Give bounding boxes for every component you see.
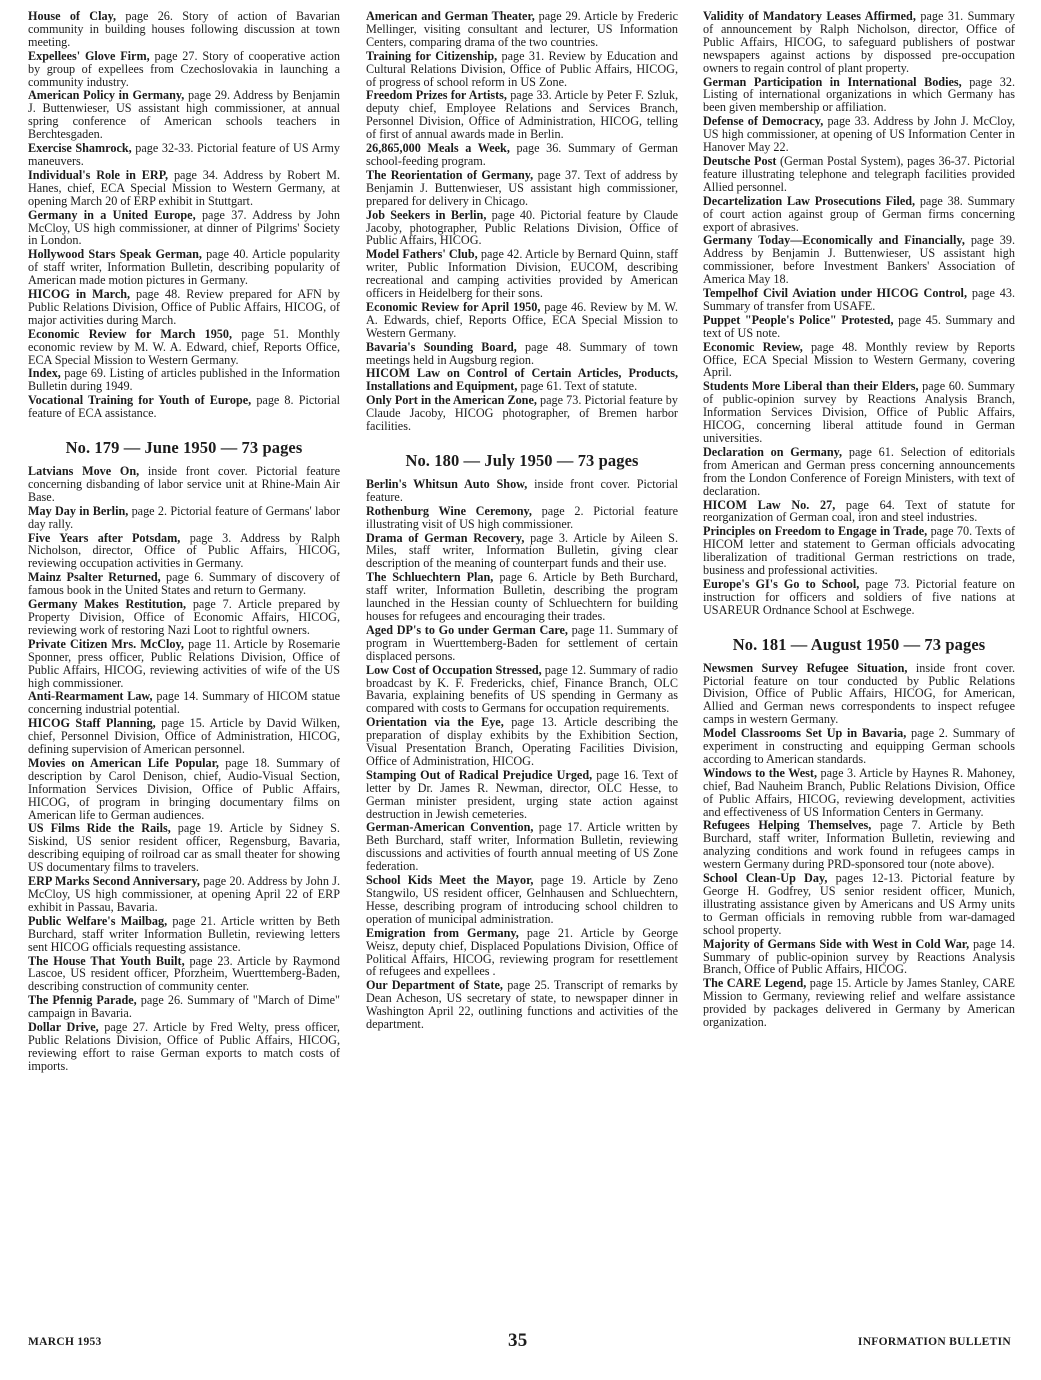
- index-entry: [703, 380, 1015, 445]
- column-right: [703, 10, 1015, 1030]
- entry-title: German Participation in International Bodies,: [703, 74, 962, 89]
- entry-description: page 12. Summary of radio broadcast by K. F. Fredericks, chief, Finance Branch, OLC Bavaria, explaining benefits of US spending in Germany as compared with costs to Germans for occupation requirements.: [366, 662, 679, 716]
- index-entry: [28, 994, 340, 1020]
- entry-title: Freedom Prizes for Artists,: [366, 88, 507, 103]
- entry-title: Model Fathers' Club,: [366, 247, 478, 262]
- entry-description: page 46. Review by M. W. A. Edwards, chief, Reports Office, ECA Special Mission to Western Germany.: [366, 299, 678, 340]
- entry-description: page 69. Listing of articles published in the Information Bulletin during 1949.: [28, 366, 340, 394]
- entry-title: Berlin's Whitsun Auto Show,: [366, 476, 528, 491]
- entry-title: HICOM Law No. 27,: [703, 497, 836, 512]
- entry-description: page 73. Pictorial feature by Claude Jacoby, HICOG photographer, of Bremen harbor facilities.: [366, 393, 678, 434]
- index-entry: [28, 875, 340, 914]
- entry-description: page 6. Summary of discovery of famous book in the United States and return to Germany.: [28, 570, 340, 598]
- index-entry: [703, 819, 1015, 871]
- entry-title: Hollywood Stars Speak German,: [28, 247, 202, 262]
- entry-title: Bavaria's Sounding Board,: [366, 339, 517, 354]
- entry-title: 26,865,000 Meals a Week,: [366, 141, 510, 156]
- entry-description: page 20. Address by John J. McCloy, US high commissioner, at opening April 22 of ERP exhibit in Passau, Bavaria.: [28, 874, 340, 914]
- index-entry: [366, 927, 678, 979]
- entry-title: Refugees Helping Themselves,: [703, 818, 872, 833]
- index-entry: [703, 938, 1015, 977]
- entry-title: Expellees' Glove Firm,: [28, 48, 150, 63]
- entry-title: Economic Review for April 1950,: [366, 299, 541, 314]
- entry-title: Anti-Rearmament Law,: [28, 689, 153, 704]
- entry-description: page 61. Text of statute.: [517, 379, 638, 394]
- index-entry: [28, 717, 340, 756]
- entry-description: page 11. Summary of program in Wuerttemberg-Baden for settlement of certain displaced persons.: [366, 622, 678, 663]
- index-entry: [28, 532, 340, 571]
- entry-description: page 36. Summary of German school-feeding program.: [366, 141, 678, 168]
- entry-title: Majority of Germans Side with West in Cold War,: [703, 936, 970, 951]
- index-entry: [703, 234, 1015, 286]
- entry-title: Stamping Out of Radical Prejudice Urged,: [366, 767, 593, 782]
- entry-title: Tempelhof Civil Aviation under HICOG Control,: [703, 286, 967, 301]
- entry-title: Individual's Role in ERP,: [28, 167, 169, 182]
- index-entry: [703, 155, 1015, 194]
- entry-description: pages 12-13. Pictorial feature by George H. Godfrey, US senior resident officer, Munich, illustrating assistance given by Americans and US Army units to German officials in removing rubble from war-damaged school property.: [703, 871, 1015, 937]
- index-entry: [28, 955, 340, 994]
- entry-description: page 3. Article by Haynes R. Mahoney, chief, Bad Nauheim Branch, Public Relations Division, Office of Public Affairs, HICOG, reviewing development, activities and effectiveness of US Information Centers in Germany.: [703, 765, 1015, 819]
- index-entry: [703, 767, 1015, 819]
- index-entry: [366, 209, 678, 248]
- entry-description: page 48. Monthly review by Reports Office, ECA Special Mission to Western Germany, covering April.: [703, 339, 1015, 380]
- entry-title: Germany Makes Restitution,: [28, 597, 187, 612]
- index-entry: [28, 367, 340, 393]
- entry-description: page 15. Article by David Wilken, chief, Personnel Division, Office of Administration, HICOG, defining supervision of American personnel.: [28, 716, 340, 757]
- index-entry: [366, 979, 678, 1031]
- entry-title: The CARE Legend,: [703, 976, 807, 991]
- entry-description: page 19. Article by Zeno Stangwilo, US resident officer, Gelnhausen and Schluechtern, Hesse, describing program of introducing school children to operation of municipal administration.: [366, 873, 678, 926]
- entry-title: American Policy in Germany,: [28, 88, 185, 103]
- entry-title: May Day in Berlin,: [28, 503, 129, 518]
- index-entry: [28, 598, 340, 637]
- entry-title: Orientation via the Eye,: [366, 715, 504, 730]
- issue-heading: No. 181 — August 1950 — 73 pages: [732, 634, 986, 654]
- index-entry: [703, 977, 1015, 1029]
- entry-description: page 26. Story of action of Bavarian community in building houses following discussion at town meeting.: [28, 9, 340, 49]
- entry-title: Decartelization Law Prosecutions Filed,: [703, 193, 916, 208]
- index-entry: [366, 664, 678, 716]
- issue-heading: No. 180 — July 1950 — 73 pages: [405, 451, 639, 470]
- entry-description: inside front cover. Pictorial feature on tour conducted by Public Relations Division, Office of Public Affairs, HICOG, for American, Allied and German news correspondents to inspect refugee camps in western Germany.: [703, 660, 1015, 727]
- index-entry: [366, 571, 678, 623]
- index-entry: [366, 716, 678, 768]
- entry-description: page 61. Selection of editorials from American and German press concerning announcements from the London Conference of Foreign Ministers, with text of declaration.: [703, 444, 1015, 498]
- index-entry: [366, 142, 678, 168]
- entry-description: page 8. Pictorial feature of ECA assistance.: [28, 393, 340, 421]
- index-entry: [28, 690, 340, 716]
- entry-title: Defense of Democracy,: [703, 114, 824, 129]
- index-entry: [703, 872, 1015, 937]
- column-middle: [366, 10, 678, 1032]
- entry-description: page 15. Article by James Stanley, CARE Mission to Germany, reviewing relief and welfare assistance provided by packages delivered in Germany by American organization.: [703, 976, 1015, 1030]
- entry-title: Model Classrooms Set Up in Bavaria,: [703, 726, 907, 741]
- entry-description: page 18. Summary of description by Carol Denison, chief, Audio-Visual Section, Information Services Division, Office of Public Affairs, HICOG, of program in bringing documentary films on American life to German audiences.: [28, 755, 340, 822]
- entry-title: The Schluechtern Plan,: [366, 570, 494, 585]
- index-entry: [703, 578, 1015, 617]
- index-entry: [366, 50, 678, 89]
- index-entry: [28, 89, 340, 141]
- entry-title: Puppet "People's Police" Protested,: [703, 312, 894, 327]
- entry-title: Aged DP's to Go under German Care,: [366, 622, 568, 637]
- index-entry: [28, 638, 340, 690]
- index-entry: [703, 662, 1015, 727]
- entry-description: page 7. Article by Beth Burchard, staff writer, Information Bulletin, reviewing and analyzing conditions and work found in refugees camps in western Germany during PRD-sponsored tour (note above).: [703, 818, 1015, 872]
- entry-description: inside front cover. Pictorial feature concerning disbanding of labor service unit at Rhine-Main Air Base.: [28, 464, 340, 504]
- entry-description: pages 36-37. Pictorial feature illustrating telephone and telegraph facilities provided Allied personnel.: [703, 153, 1015, 194]
- entry-description: page 6. Article by Beth Burchard, staff writer, Information Bulletin, describing the program launched in the Hessian county of Schluechtern for building houses for refugees and encouraging their trades.: [366, 570, 678, 623]
- footer-date: MARCH 1953: [28, 1336, 102, 1348]
- entry-description: page 29. Article by Frederic Mellinger, visiting consultant and lecturer, US Information Centers, comparing drama of the two countries.: [366, 9, 678, 49]
- entry-title: Movies on American Life Popular,: [28, 755, 219, 770]
- entry-description: page 14. Summary of HICOM statue concerning industrial potential.: [28, 689, 341, 717]
- index-entry: [366, 505, 678, 531]
- index-entry: [703, 499, 1015, 525]
- entry-description: page 23. Article by Raymond Lascoe, US resident officer, Pforzheim, Wuerttemberg-Baden, describing construction of community center.: [28, 953, 340, 994]
- entry-title: HICOG Staff Planning,: [28, 716, 156, 731]
- entry-title: Index,: [28, 366, 61, 381]
- index-entry: [703, 446, 1015, 498]
- entry-title: Economic Review,: [703, 339, 803, 354]
- entry-title: Five Years after Potsdam,: [28, 530, 181, 545]
- entry-title: US Films Ride the Rails,: [28, 821, 171, 836]
- entry-title: Students More Liberal than their Elders,: [703, 379, 919, 394]
- index-entry: [28, 915, 340, 954]
- entry-title: Latvians Move On,: [28, 464, 140, 478]
- index-entry: [366, 478, 678, 504]
- index-entry: [703, 115, 1015, 154]
- entry-title: Validity of Mandatory Leases Affirmed,: [703, 9, 916, 23]
- index-entry: [366, 874, 678, 926]
- index-entry: [28, 822, 340, 874]
- entry-description: page 48. Review prepared for AFN by Public Relations Division, Office of Public Affairs, HICOG, of major activities during March.: [28, 287, 341, 327]
- entry-title: Europe's GI's Go to School,: [703, 576, 860, 591]
- index-entry: [703, 195, 1015, 234]
- entry-title: The House That Youth Built,: [28, 953, 185, 968]
- index-entry: [366, 248, 678, 300]
- index-entry: [28, 142, 340, 168]
- index-entry: [28, 10, 340, 49]
- entry-title: Emigration from Germany,: [366, 925, 519, 940]
- entry-description: page 2. Pictorial feature of Germans' labor day rally.: [28, 503, 340, 531]
- entry-description: page 33. Article by Peter F. Szluk, deputy chief, Employee Relations and Services Branch, Personnel Division, Office of Administration, HICOG, telling of first of annual awards made in Berlin.: [366, 88, 678, 142]
- entry-title: School Kids Meet the Mayor,: [366, 873, 534, 888]
- index-entry: [366, 341, 678, 367]
- entry-note: (German Postal System),: [776, 153, 904, 168]
- entry-title: Windows to the West,: [703, 765, 817, 780]
- index-entry: [366, 532, 678, 571]
- entry-title: The Reorientation of Germany,: [366, 167, 534, 182]
- entry-title: Germany in a United Europe,: [28, 207, 196, 222]
- index-entry: [28, 248, 340, 287]
- entry-description: page 34. Address by Robert M. Hanes, chief, ECA Special Mission to Western Germany, at opening March 20 of ERP exhibit in Stuttgart.: [28, 167, 340, 208]
- entry-description: page 7. Article prepared by Property Division, Office of Economic Affairs, HICOG, reviewing work of restoring Nazi Loot to rightful owners.: [28, 597, 341, 637]
- entry-description: page 45. Summary and text of US note.: [703, 312, 1015, 340]
- entry-title: Drama of German Recovery,: [366, 530, 525, 545]
- entry-description: page 60. Summary of public-opinion survey by Reactions Analysis Branch, Information Services Division, Office of Public Affairs, HICOG, concerning liberal attitude found in German universities.: [703, 379, 1015, 445]
- entry-title: Training for Citizenship,: [366, 48, 498, 63]
- index-entry: [703, 341, 1015, 380]
- entry-description: page 32-33. Pictorial feature of US Army maneuvers.: [28, 141, 340, 168]
- index-entry: [28, 328, 340, 367]
- entry-title: Private Citizen Mrs. McCloy,: [28, 636, 184, 651]
- index-entry: [28, 50, 340, 89]
- entry-description: page 11. Article by Rosemarie Sponner, press officer, Public Relations Division, Office of Public Affairs, HICOG, reviewing activities of wife of the US high commissioner.: [28, 636, 340, 690]
- index-entry: [703, 10, 1015, 75]
- index-entry: [366, 301, 678, 340]
- entry-title: Exercise Shamrock,: [28, 141, 132, 156]
- entry-title: Low Cost of Occupation Stressed,: [366, 662, 542, 677]
- index-entry: [366, 169, 678, 208]
- entry-title: Dollar Drive,: [28, 1020, 99, 1035]
- entry-description: page 31. Review by Education and Cultural Relations Division, Office of Public Affairs, HICOG, of progress of school reform in US Zone.: [366, 48, 678, 89]
- index-entry: [28, 169, 340, 208]
- index-entry: [28, 1021, 340, 1073]
- entry-title: Deutsche Post: [703, 153, 777, 168]
- index-entry: [703, 287, 1015, 313]
- index-entry: [366, 10, 678, 49]
- entry-description: page 2. Pictorial feature illustrating visit of US high commissioner.: [366, 503, 678, 531]
- page-number: 35: [508, 1330, 528, 1351]
- entry-title: German-American Convention,: [366, 820, 534, 835]
- entry-description: page 43. Summary of transfer from USAFE.: [703, 286, 1015, 313]
- entry-title: Rothenburg Wine Ceremony,: [366, 503, 532, 518]
- entry-description: page 51. Monthly economic review by M. W. A. Edward, chief, Reports Office, ECA Special Mission to Western Germany.: [28, 326, 340, 367]
- entry-description: page 48. Summary of town meetings held in Augsburg region.: [366, 339, 678, 367]
- entry-description: page 3. Article by Aileen S. Miles, staff writer, Information Bulletin, giving clear description of the meaning of counterpart funds and their use.: [366, 530, 679, 571]
- entry-description: page 25. Transcript of remarks by Dean Acheson, US secretary of state, to newspaper dinner in Washington April 22, outlining functions and activities of the department.: [366, 978, 678, 1032]
- entry-description: page 13. Article describing the preparation of display exhibits by the Exhibition Section, Visual Presentation Branch, Operating Facilities Division, Office of Administration, HICOG.: [366, 715, 678, 768]
- index-entry: [28, 757, 340, 822]
- index-entry: [28, 505, 340, 531]
- index-entry: [703, 76, 1015, 115]
- entry-title: Declaration on Germany,: [703, 444, 843, 459]
- entry-title: Economic Review for March 1950,: [28, 326, 233, 341]
- entry-description: page 27. Story of cooperative action by group of expellees from Czechoslovakia in launching a community industry.: [28, 48, 340, 89]
- entry-title: Only Port in the American Zone,: [366, 393, 537, 408]
- entry-description: page 37. Address by John McCloy, US high commissioner, at dinner of Pilgrims' Society in London.: [28, 207, 340, 248]
- entry-title: Mainz Psalter Returned,: [28, 570, 161, 585]
- entry-description: page 39. Address by Benjamin J. Buttenwieser, US assistant high commissioner, before Investment Bankers' Association of America May 18.: [703, 233, 1015, 287]
- entry-description: page 31. Summary of announcement by Ralph Nicholson, director, Office of Public Affairs, HICOG, to safeguard publishers of postwar newspapers against actions by dispossed pre-occupation owners to regain control of plant property.: [703, 9, 1016, 75]
- entry-title: ERP Marks Second Anniversary,: [28, 874, 200, 889]
- entry-description: page 32. Listing of international organizations in which Germany has been given membership or affiliation.: [703, 74, 1015, 115]
- entry-title: House of Clay,: [28, 9, 117, 23]
- index-entry: [28, 209, 340, 248]
- entry-title: HICOG in March,: [28, 287, 131, 302]
- entry-description: page 73. Pictorial feature on instruction for officers and soldiers of five nations at USAREUR Ordnance School at Eschwege.: [703, 576, 1015, 617]
- entry-description: page 70. Texts of HICOM letter and statement to German officials advocating liberalization of traditional German restrictions on trade, business and professional activities.: [703, 524, 1015, 578]
- index-entry: [28, 288, 340, 327]
- entry-title: Job Seekers in Berlin,: [366, 207, 487, 222]
- index-entry: [703, 727, 1015, 766]
- index-entry: [366, 624, 678, 663]
- index-entry: [366, 394, 678, 433]
- entry-description: page 2. Summary of experiment in constructing and equipping German schools according to American standards.: [703, 726, 1015, 766]
- entry-description: page 26. Summary of "March of Dime" campaign in Bavaria.: [28, 993, 340, 1021]
- index-entry: [366, 769, 678, 821]
- entry-description: page 64. Text of statute for reorganization of German coal, iron and steel industries.: [703, 497, 1015, 525]
- entry-description: page 19. Article by Sidney S. Siskind, US senior resident officer, Regensburg, Bavaria, describing equiping of roilroad car as small theater for showing US documentary films to travelers.: [28, 821, 340, 875]
- entry-title: Principles on Freedom to Engage in Trade,: [703, 524, 928, 539]
- entry-title: Public Welfare's Mailbag,: [28, 913, 168, 928]
- index-entry: [366, 367, 678, 393]
- entry-description: page 3. Address by Ralph Nicholson, director, Office of Public Affairs, HICOG, reviewing occupation activities in Germany.: [28, 530, 340, 571]
- entry-description: page 37. Text of address by Benjamin J. Buttenwieser, US assistant high commissioner, prepared for delivery in Chicago.: [366, 167, 678, 208]
- index-entry: [703, 525, 1015, 577]
- entry-description: page 42. Article by Bernard Quinn, staff writer, Public Information Division, EUCOM, describing recreational and camping activities provided by American officers in Heidelberg for their sons.: [366, 247, 678, 301]
- index-entry: [366, 89, 678, 141]
- entry-title: Germany Today—Economically and Financially,: [703, 233, 965, 248]
- index-entry: [28, 571, 340, 597]
- column-left: [28, 10, 340, 1074]
- entry-title: Our Department of State,: [366, 978, 503, 993]
- entry-description: page 33. Address by John J. McCloy, US high commissioner, at opening of US Information Center in Hanover May 22.: [703, 114, 1015, 155]
- entry-title: The Pfennig Parade,: [28, 993, 137, 1008]
- index-entry: [366, 821, 678, 873]
- entry-description: page 29. Address by Benjamin J. Buttenwieser, US assistant high commissioner, at annual spring conference of American schools teachers in Berchtesgaden.: [28, 88, 340, 142]
- entry-title: Vocational Training for Youth of Europe,: [28, 393, 252, 408]
- entry-description: page 14. Summary of public-opinion survey by Reactions Analysis Branch, Office of Public Affairs, HICOG.: [703, 936, 1015, 977]
- entry-title: American and German Theater,: [366, 9, 535, 23]
- index-entry: [28, 465, 340, 504]
- index-entry: [703, 314, 1015, 340]
- entry-description: page 38. Summary of court action against group of German firms concerning export of abrasives.: [703, 193, 1015, 234]
- footer-publication: INFORMATION BULLETIN: [857, 1336, 1011, 1348]
- entry-description: page 21. Article by George Weisz, deputy chief, Displaced Populations Division, Office of Political Affairs, HICOG, reviewing program for resettlement of refugees and expellees .: [366, 925, 678, 979]
- entry-title: HICOM Law on Control of Certain Articles, Products, Installations and Equipment,: [366, 366, 678, 394]
- index-entry: [28, 394, 340, 420]
- entry-description: page 21. Article written by Beth Burchard, staff writer Information Bulletin, reviewing letters sent HICOG officials requesting assistance.: [28, 913, 340, 954]
- entry-description: page 40. Article popularity of staff writer, Information Bulletin, describing popularity of American made motion pictures in Germany.: [28, 247, 341, 288]
- entry-description: page 40. Pictorial feature by Claude Jacoby, photographer, Public Relations Division, Office of Public Affairs, HICOG.: [366, 207, 678, 248]
- issue-heading: No. 179 — June 1950 — 73 pages: [65, 438, 303, 458]
- entry-description: page 27. Article by Fred Welty, press officer, Public Relations Division, Office of Public Affairs, HICOG, reviewing effort to raise German exports to match costs of imports.: [28, 1020, 340, 1073]
- entry-title: School Clean-Up Day,: [703, 871, 828, 886]
- entry-title: Newsmen Survey Refugee Situation,: [703, 660, 908, 675]
- entry-description: page 16. Text of letter by Dr. James R. Newman, director, OLC Hesse, to German minister president, urging state action against destruction in Jewish cemeteries.: [366, 767, 678, 821]
- entry-description: page 17. Article written by Beth Burchard, staff writer, Information Bulletin, reviewing discussions and activities of fourth annual meeting of US Zone federation.: [366, 820, 678, 874]
- entry-description: inside front cover. Pictorial feature.: [366, 476, 678, 504]
